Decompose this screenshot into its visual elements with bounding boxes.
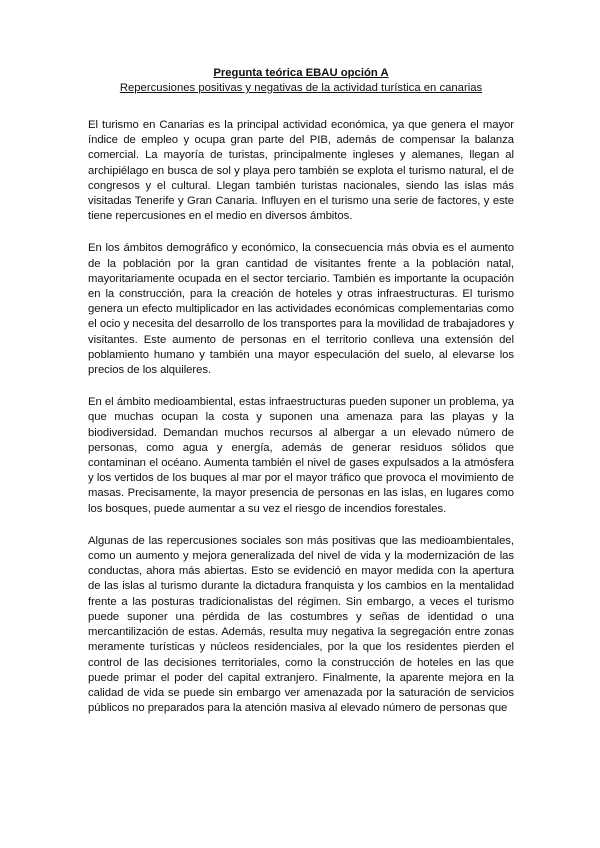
document-subtitle: Repercusiones positivas y negativas de la actividad turística en canarias	[119, 82, 483, 94]
paragraph-demographic-economic: En los ámbitos demográfico y económico, la consecuencia más obvia es el aumento de la población por la gran cantidad de visitantes frente a la población natal, mayoritariamente ocupada en el sector terciario. También es importante la ocupación en la construcción, para la creación de hoteles y otras infraestructuras. El turismo genera un efecto multiplicador en las actividades económicas complementarias como el ocio y necesita del desarrollo de los transportes para la movilidad de trabajadores y visitantes. Este aumento de personas en el territorio conlleva una extensión del poblamiento humano y también una mayor especulación del suelo, al elevarse los precios de los alquileres.	[88, 242, 514, 377]
paragraph-social: Algunas de las repercusiones sociales son más positivas que las medioambientales, como un aumento y mejora generalizada del nivel de vida y la modernización de las conductas, ahora más abiertas. Esto se evidenció en mayor medida con la apertura de las islas al turismo durante la dictadura franquista y los cambios en la mentalidad frente a las posturas tradicionalistas del régimen. Sin embargo, a veces el turismo puede suponer una pérdida de las costumbres y señas de identidad o una mercantilización de estas. Además, resulta muy negativa la segregación entre zonas meramente turísticas y núcleos residenciales, por la que los residentes pierden el control de las decisiones territoriales, como la construcción de hoteles en las que puede primar el poder del capital extranjero. Finalmente, la aparente mejora en la calidad de vida se puede sin embargo ver amenazada por la saturación de servicios públicos no preparados para la atención masiva al elevado número de personas que	[88, 534, 514, 715]
paragraph-environmental: En el ámbito medioambiental, estas infraestructuras pueden suponer un problema, ya que muchas ocupan la costa y suponen una amenaza para las playas y la biodiversidad. Demandan muchos recursos al albergar a un elevado número de personas, como agua y energía, además de generar residuos sólidos que contaminan el océano. Aumenta también el nivel de gases expulsados a la atmósfera y los vertidos de los buques al mar por el mayor tráfico que provoca el movimiento de masas. Precisamente, la mayor presencia de personas en las islas, en lugares como los bosques, puede aumentar a su vez el riesgo de incendios forestales.	[88, 396, 514, 515]
document-content	[88, 66, 514, 733]
paragraph-intro: El turismo en Canarias es la principal actividad económica, ya que genera el mayor índice de empleo y ocupa gran parte del PIB, además de compensar la balanza comercial. La mayoría de turistas, principalmente ingleses y alemanes, llegan al archipiélago en busca de sol y playa pero también se explota el turismo natural, el de congresos y el cultural. Llegan también turistas nacionales, siendo las islas más visitadas Tenerife y Gran Canaria. Influyen en el turismo una serie de factores, y este tiene repercusiones en el medio en diversos ámbitos.	[88, 119, 514, 223]
document-title: Pregunta teórica EBAU opción A	[213, 67, 389, 79]
